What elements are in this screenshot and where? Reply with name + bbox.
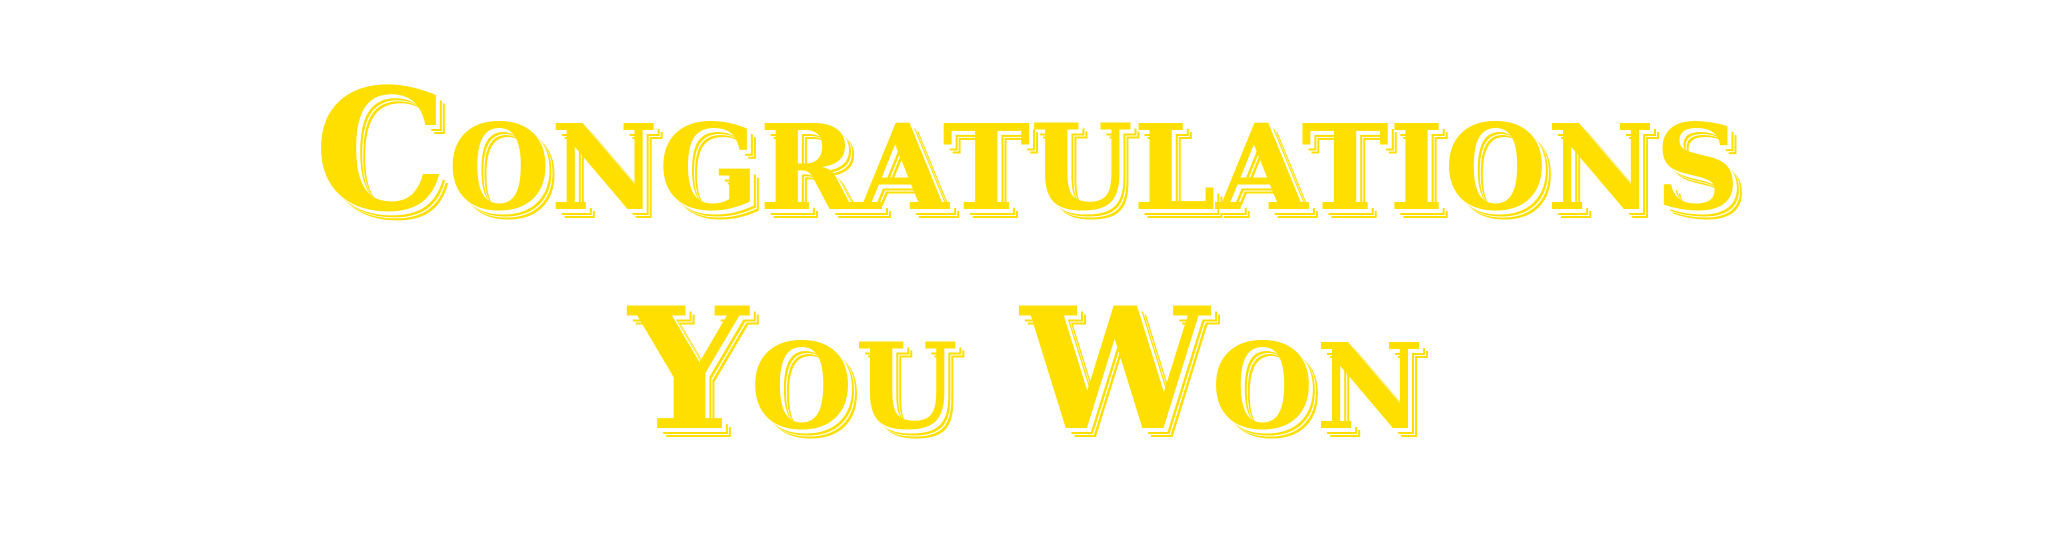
headline-you-won: You Won [628, 270, 1426, 468]
headline-congratulations: Congratulations [314, 51, 1740, 249]
